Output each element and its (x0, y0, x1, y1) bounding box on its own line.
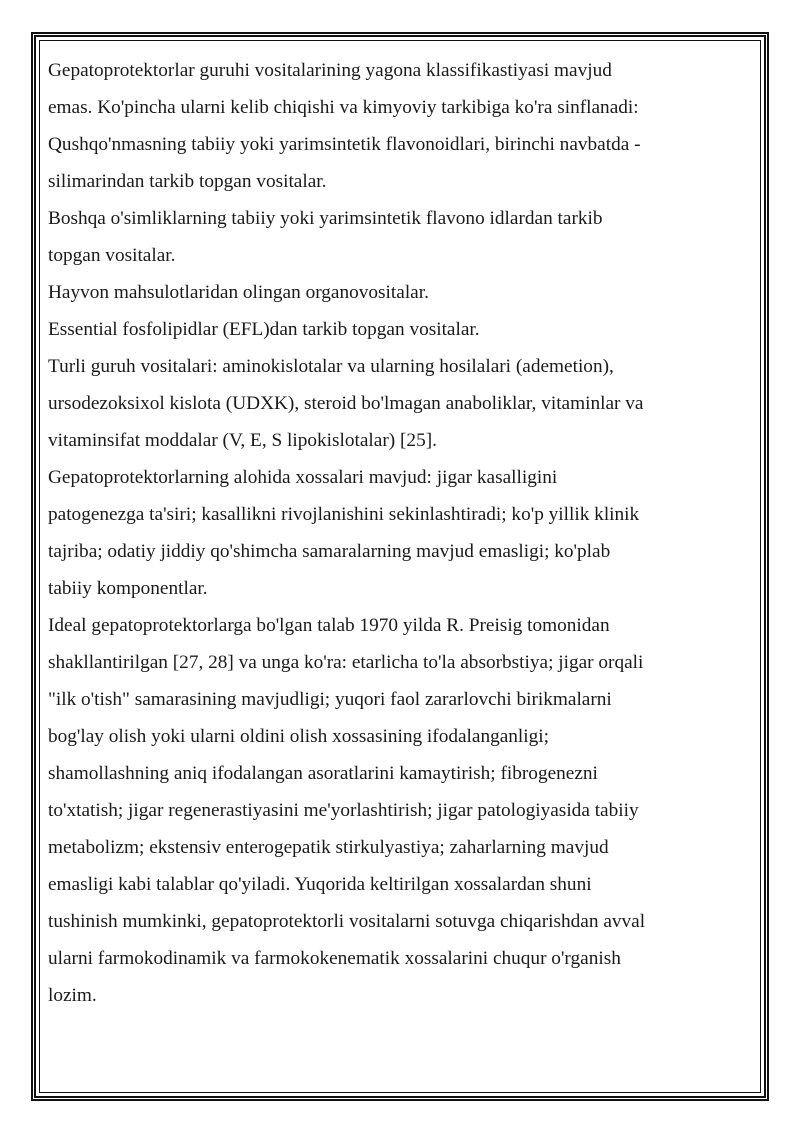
text-line: to'xtatish; jigar regenerastiyasini me'yorlashtirish; jigar patologiyasida tabiiy (48, 800, 639, 821)
text-line: Gepatoprotektorlar guruhi vositalarining yagona klassifikastiyasi mavjud (48, 60, 612, 81)
text-line: shamollashning aniq ifodalangan asoratlarini kamaytirish; fibrogenezni (48, 763, 598, 784)
text-line: emas. Ko'pincha ularni kelib chiqishi va kimyoviy tarkibiga ko'ra sinflanadi: (48, 97, 639, 118)
text-line: Boshqa o'simliklarning tabiiy yoki yarimsintetik flavono idlardan tarkib (48, 208, 603, 229)
text-line: tajriba; odatiy jiddiy qo'shimcha samaralarning mavjud emasligi; ko'plab (48, 541, 611, 562)
text-line: "ilk o'tish" samarasining mavjudligi; yuqori faol zararlovchi birikmalarni (48, 689, 612, 710)
text-line: Hayvon mahsulotlaridan olingan organovositalar. (48, 282, 429, 303)
text-line: lozim. (48, 985, 97, 1006)
text-line: Essential fosfolipidlar (EFL)dan tarkib topgan vositalar. (48, 319, 480, 340)
text-line: patogenezga ta'siri; kasallikni rivojlanishini sekinlashtiradi; ko'p yillik klinik (48, 504, 640, 525)
text-line: topgan vositalar. (48, 245, 176, 266)
text-line: Turli guruh vositalari: aminokislotalar va ularning hosilalari (ademetion), (48, 356, 614, 377)
document-body (48, 52, 738, 1014)
text-line: vitaminsifat moddalar (V, E, S lipokislotalar) [25]. (48, 430, 437, 451)
text-line: ularni farmokodinamik va farmokokenematik xossalarini chuqur o'rganish (48, 948, 621, 969)
text-line: shakllantirilgan [27, 28] va unga ko'ra: etarlicha to'la absorbstiya; jigar orqali (48, 652, 644, 673)
text-line: Qushqo'nmasning tabiiy yoki yarimsintetik flavonoidlari, birinchi navbatda - (48, 134, 641, 155)
text-line: Ideal gepatoprotektorlarga bo'lgan talab 1970 yilda R. Preisig tomonidan (48, 615, 610, 636)
text-line: tabiiy komponentlar. (48, 578, 208, 599)
text-line: bog'lay olish yoki ularni oldini olish xossasining ifodalanganligi; (48, 726, 550, 747)
text-line: metabolizm; ekstensiv enterogepatik stirkulyastiya; zaharlarning mavjud (48, 837, 609, 858)
text-line: Gepatoprotektorlarning alohida xossalari mavjud: jigar kasalligini (48, 467, 558, 488)
text-line: silimarindan tarkib topgan vositalar. (48, 171, 327, 192)
text-line: ursodezoksixol kislota (UDXK), steroid bo'lmagan anaboliklar, vitaminlar va (48, 393, 644, 414)
text-line: tushinish mumkinki, gepatoprotektorli vositalarni sotuvga chiqarishdan avval (48, 911, 646, 932)
text-line: emasligi kabi talablar qo'yiladi. Yuqorida keltirilgan xossalardan shuni (48, 874, 592, 895)
